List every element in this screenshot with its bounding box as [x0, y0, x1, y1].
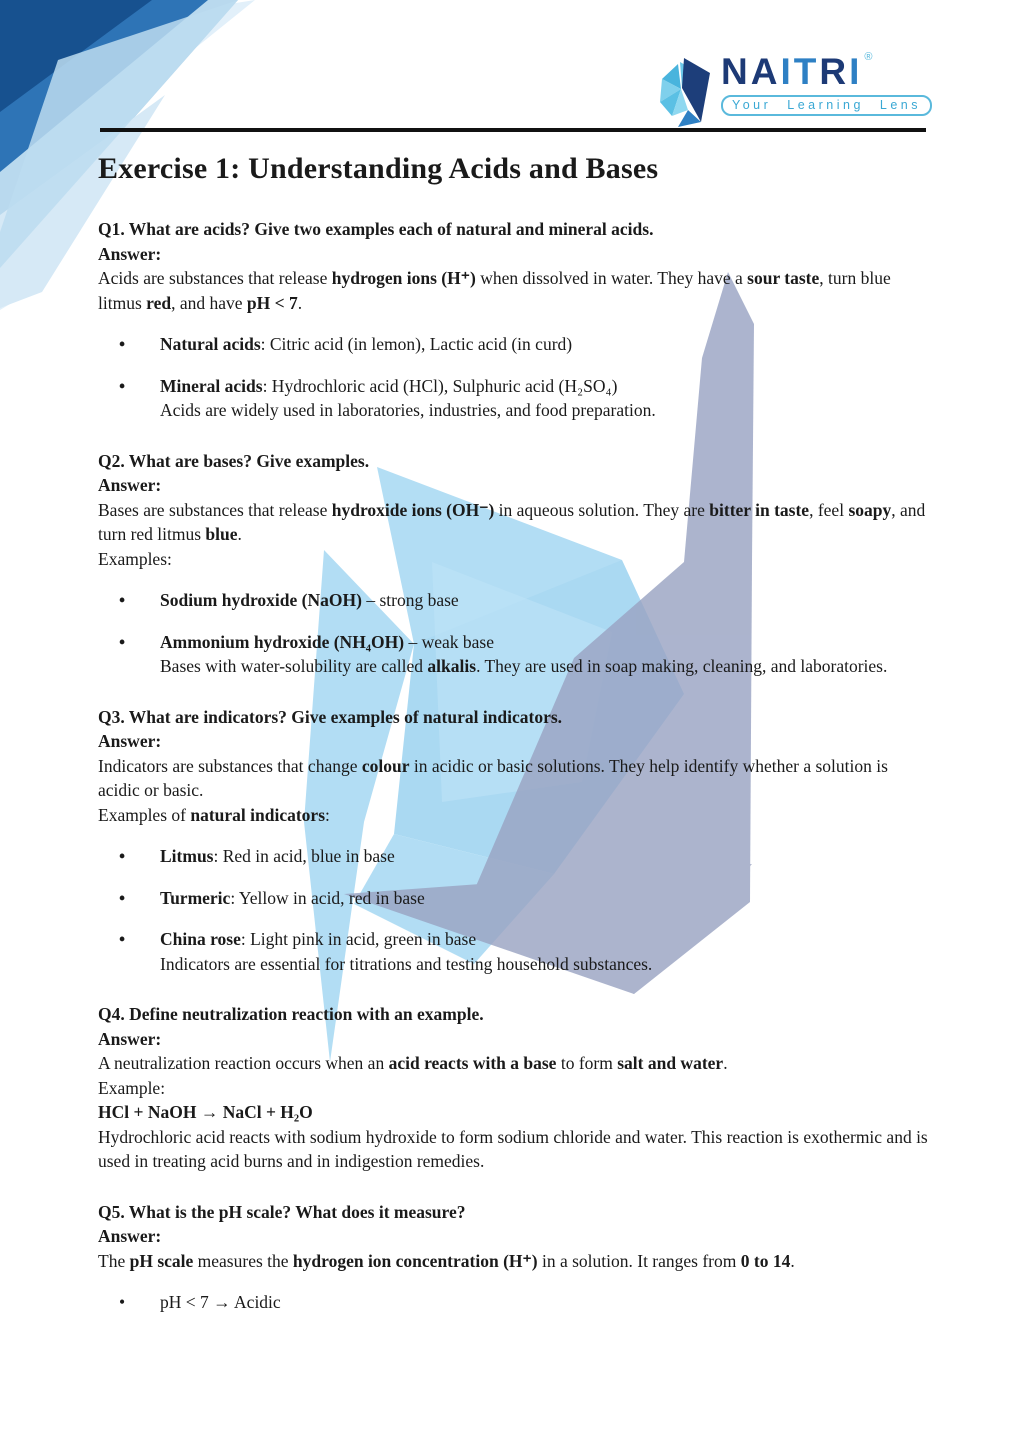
bullet-item [98, 844, 928, 869]
bold-text-segment: Mineral acids [160, 375, 263, 396]
text-segment: pH < 7 → Acidic [160, 1292, 281, 1312]
bullet-line [160, 927, 928, 952]
bold-text-segment: soapy [848, 499, 892, 520]
question-heading: Q1. What are acids? Give two examples each of natural and mineral acids. [98, 219, 654, 239]
brand-logo [657, 52, 932, 128]
bold-text-segment: alkalis [427, 656, 477, 676]
bold-text-segment: salt and water [617, 1053, 724, 1073]
bold-text-segment: 0 to 14 [740, 1250, 791, 1271]
text-segment: Bases with water-solubility are called [160, 656, 428, 676]
bullet-line [160, 952, 928, 977]
text-segment: Hydrochloric acid reacts with sodium hydroxide to form sodium chloride and water. This reaction is exothermic and is used in treating acid burns and in indigestion remedies. [98, 1126, 928, 1171]
bullet-item [98, 332, 928, 357]
header-rule [100, 128, 926, 132]
bullet-item [98, 886, 928, 911]
text-segment: Indicators are essential for titrations and testing household substances. [160, 953, 653, 974]
text-segment: – strong base [361, 590, 459, 610]
qa-section [98, 1200, 928, 1315]
bullet-item [98, 588, 928, 613]
text-segment: – weak base [404, 631, 495, 652]
bold-text-segment: natural indicators [190, 804, 326, 825]
text-segment: . [237, 524, 242, 544]
text-segment: in a solution. It ranges from [537, 1250, 741, 1271]
bold-text-segment: pH < 7 [246, 292, 298, 313]
bullet-line [160, 374, 928, 399]
qa-section [98, 705, 928, 977]
question-heading: Q4. Define neutralization reaction with an example. [98, 1004, 484, 1024]
bold-text-segment: Litmus [160, 846, 214, 866]
bullet-line [160, 332, 928, 357]
text-segment: in aqueous solution. They are [494, 499, 710, 520]
bullet-marker-icon: • [119, 1292, 126, 1312]
qa-section [98, 217, 928, 423]
answer-label: Answer: [98, 731, 162, 751]
text-segment: . [790, 1250, 795, 1271]
document-content [98, 152, 928, 1315]
paragraph [98, 266, 928, 315]
bold-text-segment: hydrogen ion concentration (H⁺) [292, 1250, 538, 1271]
bold-text-segment: colour [361, 755, 410, 776]
bullet-line [160, 630, 928, 655]
bold-text-segment: Ammonium hydroxide (NH₄OH) [160, 631, 405, 652]
bold-text-segment: Sodium hydroxide (NaOH) [160, 590, 362, 610]
text-segment: : Light pink in acid, green in base [240, 929, 477, 949]
brand-letter: N [721, 51, 751, 92]
paragraph [98, 754, 928, 803]
text-segment: , feel [809, 499, 849, 520]
answer-label: Answer: [98, 1028, 162, 1049]
bold-text-segment: red [146, 292, 172, 313]
text-segment: in acidic or basic solutions. They help identify whether a solution is acidic or basic. [98, 755, 888, 800]
answer-label: Answer: [98, 1226, 162, 1246]
text-segment: . [723, 1053, 728, 1073]
bold-text-segment: HCl + NaOH → NaCl + H₂O [98, 1102, 313, 1122]
bullet-line [160, 1290, 928, 1315]
bold-text-segment: hydroxide ions (OH⁻) [331, 499, 495, 520]
text-segment: Examples: [98, 548, 172, 569]
bullet-line [160, 398, 928, 423]
bold-text-segment: blue [205, 524, 238, 544]
text-segment: : Citric acid (in lemon), Lactic acid (in curd) [260, 334, 573, 354]
text-segment: The [98, 1250, 130, 1271]
text-segment: , turn blue litmus [98, 268, 891, 313]
paragraph [98, 1051, 928, 1076]
bullet-list [98, 1290, 928, 1315]
paragraph [98, 547, 928, 572]
bold-text-segment: bitter in taste [709, 499, 810, 520]
bold-text-segment: sour taste [747, 268, 820, 288]
bullet-list [98, 844, 928, 976]
bold-text-segment: Natural acids [160, 334, 261, 354]
bullet-item [98, 1290, 928, 1315]
paragraph [98, 498, 928, 547]
text-segment: to form [556, 1053, 618, 1073]
brand-wordmark [721, 52, 862, 92]
bullet-body [160, 927, 928, 976]
paragraph [98, 803, 928, 828]
bullet-body [160, 1290, 928, 1315]
bullet-body [160, 886, 928, 911]
bold-text-segment: acid reacts with a base [388, 1053, 557, 1073]
bullet-body [160, 332, 928, 357]
brand-letter: T [793, 51, 820, 92]
bullet-marker-icon: • [119, 590, 126, 610]
bullet-body [160, 374, 928, 423]
bullet-item [98, 927, 928, 976]
pinwheel-logo-icon [657, 56, 713, 128]
bullet-line [160, 844, 928, 869]
bullet-item [98, 374, 928, 423]
qa-section [98, 1002, 928, 1174]
text-segment: : Hydrochloric acid (HCl), Sulphuric acid (H₂SO₄) [262, 375, 618, 396]
page-title: Exercise 1: Understanding Acids and Bases [98, 152, 659, 185]
qa-section [98, 449, 928, 679]
bold-text-segment: hydrogen ions (H⁺) [331, 268, 476, 288]
paragraph [98, 1100, 928, 1125]
text-segment: A neutralization reaction occurs when an [98, 1053, 389, 1073]
text-segment: Example: [98, 1077, 166, 1098]
question-heading: Q2. What are bases? Give examples. [98, 450, 370, 471]
text-segment: . [297, 292, 303, 313]
bullet-body [160, 588, 928, 613]
answer-label: Answer: [98, 243, 162, 264]
bullet-body [160, 844, 928, 869]
text-segment: : Red in acid, blue in base [213, 846, 395, 866]
bullet-line [160, 886, 928, 911]
bold-text-segment: pH scale [129, 1250, 194, 1271]
bullet-line [160, 588, 928, 613]
bullet-marker-icon: • [119, 631, 126, 652]
bold-text-segment: Turmeric [160, 887, 231, 908]
text-segment: when dissolved in water. They have a [475, 268, 748, 288]
bullet-line [160, 654, 928, 679]
bullet-list [98, 588, 928, 679]
paragraph [98, 1249, 928, 1274]
brand-letter: I [780, 51, 794, 92]
text-segment: : [325, 804, 330, 825]
text-segment: Acids are substances that release [98, 268, 332, 288]
bullet-item [98, 630, 928, 679]
bullet-marker-icon: • [119, 375, 126, 396]
brand-letter: I [849, 51, 863, 92]
paragraph [98, 1076, 928, 1101]
bullet-marker-icon: • [119, 846, 126, 866]
bullet-list [98, 332, 928, 423]
text-segment: measures the [193, 1250, 293, 1271]
text-segment: Indicators are substances that change [98, 755, 362, 776]
registered-trademark: ® [864, 51, 873, 63]
text-segment: . They are used in soap making, cleaning, and laboratories. [476, 656, 888, 676]
bold-text-segment: China rose [160, 929, 241, 949]
bullet-marker-icon: • [119, 334, 126, 354]
text-segment: , and have [171, 292, 247, 313]
bullet-marker-icon: • [119, 929, 126, 949]
paragraph [98, 1125, 928, 1174]
brand-letter: A [750, 51, 781, 92]
text-segment: : Yellow in acid, red in base [230, 887, 425, 908]
bullet-body [160, 630, 928, 679]
question-heading: Q3. What are indicators? Give examples of natural indicators. [98, 706, 563, 727]
bullet-marker-icon: • [119, 887, 126, 908]
text-segment: , and turn red litmus [98, 499, 926, 544]
brand-letter: R [819, 51, 850, 92]
question-heading: Q5. What is the pH scale? What does it measure? [98, 1201, 466, 1222]
text-segment: Acids are widely used in laboratories, industries, and food preparation. [160, 400, 656, 420]
text-segment: Examples of [98, 804, 191, 825]
brand-tagline: Your Learning Lens [721, 95, 932, 116]
answer-label: Answer: [98, 475, 162, 495]
qa-sections [98, 217, 928, 1315]
text-segment: Bases are substances that release [98, 499, 332, 520]
